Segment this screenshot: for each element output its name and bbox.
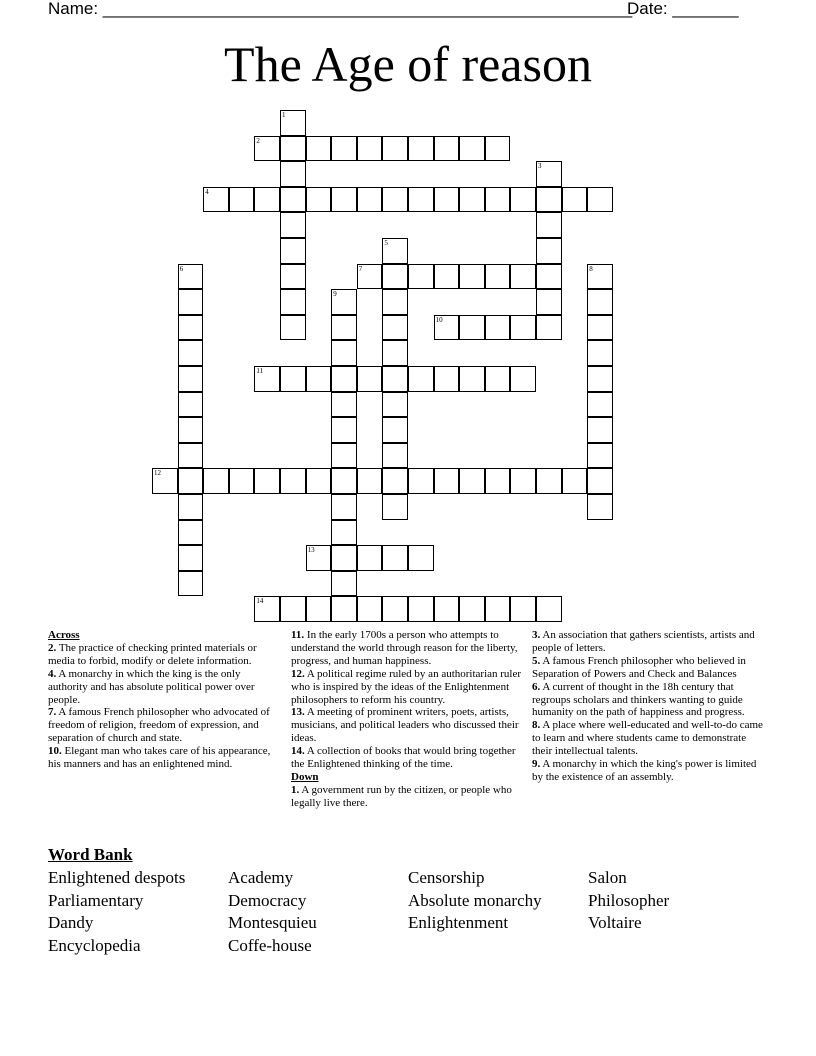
crossword-cell[interactable]: [587, 443, 613, 469]
crossword-cell[interactable]: [587, 417, 613, 443]
clue-down-1: 1. A government run by the citizen, or people who legally live there.: [291, 783, 512, 809]
word-bank-item: Censorship: [408, 868, 485, 887]
crossword-cell[interactable]: [229, 187, 255, 213]
crossword-cell[interactable]: [357, 136, 383, 162]
crossword-cell[interactable]: [485, 136, 511, 162]
crossword-cell[interactable]: [382, 187, 408, 213]
crossword-cell[interactable]: [280, 238, 306, 264]
crossword-cell[interactable]: [331, 494, 357, 520]
crossword-cell[interactable]: [331, 468, 357, 494]
crossword-cell[interactable]: [434, 468, 460, 494]
crossword-cell[interactable]: [485, 315, 511, 341]
crossword-cell[interactable]: [331, 366, 357, 392]
crossword-cell[interactable]: [306, 545, 332, 571]
crossword-cell[interactable]: [536, 315, 562, 341]
crossword-cell[interactable]: [382, 366, 408, 392]
cell-number: 11: [256, 367, 264, 375]
crossword-cell[interactable]: [408, 596, 434, 622]
word-bank-item: Voltaire: [588, 913, 642, 933]
cell-number: 5: [384, 239, 388, 247]
header-line: [48, 0, 768, 20]
crossword-cell[interactable]: [331, 187, 357, 213]
crossword-cell[interactable]: [178, 545, 204, 571]
crossword-cell[interactable]: [178, 571, 204, 597]
crossword-cell[interactable]: [178, 494, 204, 520]
crossword-cell[interactable]: [536, 238, 562, 264]
cell-number: 9: [333, 290, 337, 299]
crossword-cell[interactable]: [510, 596, 536, 622]
crossword-cell[interactable]: [434, 366, 460, 392]
crossword-cell[interactable]: [382, 596, 408, 622]
crossword-cell[interactable]: [178, 289, 204, 315]
crossword-cell[interactable]: [331, 417, 357, 443]
cell-number: 14: [256, 597, 264, 606]
crossword-cell[interactable]: [587, 494, 613, 520]
crossword-cell[interactable]: [357, 187, 383, 213]
crossword-cell[interactable]: [382, 494, 408, 520]
crossword-cell[interactable]: [382, 443, 408, 469]
crossword-cell[interactable]: [485, 264, 511, 290]
crossword-cell[interactable]: [254, 187, 280, 213]
crossword-cell[interactable]: [357, 468, 383, 494]
clue-across-13: 13. A meeting of prominent writers, poets, artists, musicians, and political leaders who discussed their ideas.: [291, 706, 519, 745]
crossword-cell[interactable]: [434, 596, 460, 622]
clue-across-14: 14. A collection of books that would bring together the Enlightened thinking of the time.: [291, 745, 516, 771]
crossword-cell[interactable]: [510, 366, 536, 392]
crossword-cell[interactable]: [254, 136, 280, 162]
crossword-cell[interactable]: [331, 520, 357, 546]
crossword-cell[interactable]: [459, 264, 485, 290]
crossword-cell[interactable]: [459, 468, 485, 494]
crossword-cell[interactable]: [280, 596, 306, 622]
crossword-cell[interactable]: [280, 264, 306, 290]
word-bank-item: Democracy: [228, 890, 307, 910]
crossword-cell[interactable]: [434, 136, 460, 162]
clues-column-1: [48, 629, 280, 771]
cell-number: 3: [538, 162, 542, 171]
crossword-cell[interactable]: [357, 596, 383, 622]
crossword-cell[interactable]: [587, 289, 613, 315]
crossword-cell[interactable]: [536, 212, 562, 238]
crossword-cell[interactable]: [536, 187, 562, 213]
crossword-cell[interactable]: [280, 289, 306, 315]
clue-down-5: 5. A famous French philosopher who believed in Separation of Powers and Check and Balances: [532, 654, 746, 680]
crossword-cell[interactable]: [331, 571, 357, 597]
crossword-cell[interactable]: [178, 340, 204, 366]
cell-number: 10: [435, 315, 443, 324]
crossword-cell[interactable]: [178, 264, 204, 290]
clue-down-9: 9. A monarchy in which the king's power is limited by the existence of an assembly.: [532, 758, 757, 783]
crossword-cell[interactable]: [382, 238, 408, 264]
crossword-cell[interactable]: [382, 136, 408, 162]
crossword-cell[interactable]: [178, 366, 204, 392]
crossword-cell[interactable]: [357, 545, 383, 571]
crossword-cell[interactable]: [434, 315, 460, 341]
word-bank-item: Philosopher: [588, 890, 670, 910]
crossword-cell[interactable]: [306, 136, 332, 162]
crossword-cell[interactable]: [408, 545, 434, 571]
crossword-cell[interactable]: [280, 161, 306, 187]
crossword-cell[interactable]: [306, 366, 332, 392]
crossword-cell[interactable]: [434, 264, 460, 290]
crossword-cell[interactable]: [178, 315, 204, 341]
crossword-cell[interactable]: [203, 468, 229, 494]
crossword-cell[interactable]: [280, 136, 306, 162]
crossword-cell[interactable]: [306, 468, 332, 494]
crossword-cell[interactable]: [587, 264, 613, 290]
crossword-cell[interactable]: [408, 468, 434, 494]
crossword-cell[interactable]: [331, 596, 357, 622]
cell-number: 12: [154, 469, 161, 478]
clue-across-2: 2. The practice of checking printed materials or media to forbid, modify or delete information.: [48, 641, 257, 667]
cell-number: 4: [205, 187, 209, 196]
crossword-cell[interactable]: [485, 468, 511, 494]
crossword-cell[interactable]: [587, 315, 613, 341]
cell-number: 8: [589, 264, 593, 273]
crossword-cell[interactable]: [331, 315, 357, 341]
crossword-cell[interactable]: [408, 366, 434, 392]
crossword-cell[interactable]: [331, 443, 357, 469]
crossword-cell[interactable]: [280, 187, 306, 213]
crossword-cell[interactable]: [587, 187, 613, 213]
crossword-cell[interactable]: [280, 110, 306, 136]
crossword-cell[interactable]: [562, 187, 588, 213]
crossword-cell[interactable]: [408, 187, 434, 213]
crossword-cell[interactable]: [536, 596, 562, 622]
crossword-cell[interactable]: [587, 468, 613, 494]
crossword-cell[interactable]: [510, 264, 536, 290]
crossword-cell[interactable]: [587, 340, 613, 366]
crossword-cell[interactable]: [178, 468, 204, 494]
crossword-cell[interactable]: [382, 289, 408, 315]
crossword-cell[interactable]: [357, 366, 383, 392]
clue-across-4: 4. A monarchy in which the king is the only authority and has absolute political power over people.: [48, 667, 255, 706]
crossword-cell[interactable]: [254, 596, 280, 622]
crossword-cell[interactable]: [459, 596, 485, 622]
word-bank: [48, 867, 768, 957]
crossword-cell[interactable]: [485, 596, 511, 622]
crossword-cell[interactable]: [536, 468, 562, 494]
crossword-cell[interactable]: [510, 315, 536, 341]
crossword-cell[interactable]: [382, 392, 408, 418]
crossword-cell[interactable]: [254, 468, 280, 494]
crossword-cell[interactable]: [587, 366, 613, 392]
crossword-cell[interactable]: [280, 468, 306, 494]
clues-column-2: [291, 629, 525, 810]
clue-across-12: 12. A political regime ruled by an authoritarian ruler who is inspired by the ideas of the Enlightenment philosophers to reform his country.: [291, 667, 522, 706]
crossword-cell[interactable]: [382, 468, 408, 494]
crossword-cell[interactable]: [587, 392, 613, 418]
crossword-cell[interactable]: [152, 468, 178, 494]
clue-across-10: 10. Elegant man who takes care of his appearance, his manners and has an enlightened mind.: [48, 745, 271, 771]
crossword-cell[interactable]: [331, 392, 357, 418]
crossword-cell[interactable]: [382, 315, 408, 341]
crossword-cell[interactable]: [203, 187, 229, 213]
word-bank-item: Montesquieu: [228, 913, 317, 933]
crossword-cell[interactable]: [459, 315, 485, 341]
crossword-cell[interactable]: [536, 264, 562, 290]
crossword-cell[interactable]: [382, 340, 408, 366]
crossword-cell[interactable]: [459, 366, 485, 392]
crossword-cell[interactable]: [562, 468, 588, 494]
cell-number: 2: [256, 136, 260, 145]
clues-column-3: [532, 629, 768, 784]
crossword-cell[interactable]: [408, 264, 434, 290]
crossword-cell[interactable]: [510, 468, 536, 494]
crossword-cell[interactable]: [178, 520, 204, 546]
clue-down-6: 6. A current of thought in the 18h century that regroups scholars and thinkers wanting to guide humanity on the path of happiness and progress.: [532, 680, 745, 719]
crossword-cell[interactable]: [254, 366, 280, 392]
word-bank-item: Encyclopedia: [48, 935, 141, 955]
crossword-cell[interactable]: [510, 187, 536, 213]
cell-number: 7: [358, 264, 363, 273]
down-heading: Down: [291, 770, 319, 783]
word-bank-item: Enlightenment: [408, 913, 509, 933]
crossword-cell[interactable]: [485, 366, 511, 392]
word-bank-item: Dandy: [48, 913, 94, 933]
crossword-cell[interactable]: [382, 417, 408, 443]
clue-down-3: 3. An association that gathers scientists, artists and people of letters.: [532, 629, 755, 654]
crossword-cell[interactable]: [280, 212, 306, 238]
crossword-cell[interactable]: [434, 187, 460, 213]
crossword-cell[interactable]: [382, 545, 408, 571]
date-label: Date: _______: [627, 0, 739, 18]
word-bank-item: Enlightened despots: [48, 868, 186, 887]
word-bank-item: Absolute monarchy: [408, 890, 542, 910]
word-bank-item: Academy: [228, 868, 294, 887]
crossword-cell[interactable]: [536, 289, 562, 315]
crossword-cell[interactable]: [331, 340, 357, 366]
crossword-cell[interactable]: [306, 596, 332, 622]
crossword-cell[interactable]: [485, 187, 511, 213]
word-bank-item: Parliamentary: [48, 890, 144, 910]
cell-number: 13: [307, 546, 315, 555]
crossword-cell[interactable]: [536, 161, 562, 187]
crossword-cell[interactable]: [331, 136, 357, 162]
across-heading: Across: [48, 629, 80, 641]
crossword-cell[interactable]: [408, 136, 434, 162]
crossword-cell[interactable]: [306, 187, 332, 213]
clue-down-8: 8. A place where well-educated and well-to-do came to learn and where students came to demonstrate their intellectual talents.: [532, 719, 763, 758]
clue-across-11: 11. In the early 1700s a person who attempts to understand the world through reason for the liberty, progress, and human happiness.: [291, 629, 518, 667]
crossword-cell[interactable]: [331, 545, 357, 571]
crossword-cell[interactable]: [178, 417, 204, 443]
word-bank-title: Word Bank: [48, 845, 133, 864]
cell-number: 6: [179, 264, 184, 273]
crossword-cell[interactable]: [459, 136, 485, 162]
crossword-cell[interactable]: [280, 315, 306, 341]
word-bank-item: Coffe-house: [228, 935, 312, 955]
crossword-cell[interactable]: [331, 289, 357, 315]
crossword-cell[interactable]: [459, 187, 485, 213]
cell-number: 1: [282, 111, 286, 119]
crossword-cell[interactable]: [357, 264, 383, 290]
name-label: Name: ________________________________________________________: [48, 0, 633, 18]
page-title: The Age of reason: [224, 36, 592, 92]
crossword-cell[interactable]: [229, 468, 255, 494]
clue-across-7: 7. A famous French philosopher who advocated of freedom of religion, freedom of expression, and separation of church and state.: [48, 706, 270, 745]
crossword-cell[interactable]: [178, 392, 204, 418]
word-bank-item: Salon: [588, 868, 627, 887]
crossword-cell[interactable]: [382, 264, 408, 290]
crossword-cell[interactable]: [178, 443, 204, 469]
crossword-cell[interactable]: [280, 366, 306, 392]
